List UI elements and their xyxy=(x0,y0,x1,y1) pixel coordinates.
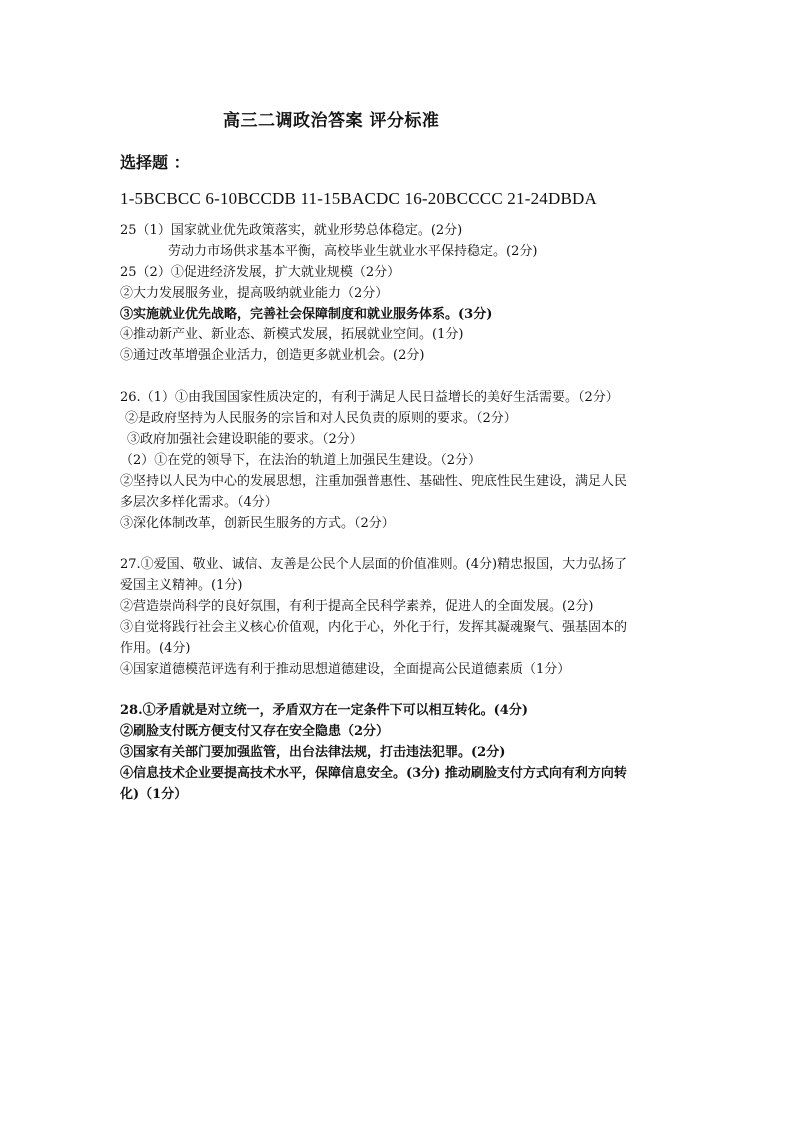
q25-line: 25（2）①促进经济发展，扩大就业规模（2分） xyxy=(120,265,401,280)
q27-line: 27.①爱国、敬业、诚信、友善是公民个人层面的价值准则。(4分)精忠报国，大力弘扬了 xyxy=(120,557,628,572)
q26-line: ③政府加强社会建设职能的要求。（2分） xyxy=(127,432,363,447)
q25-line: ⑤通过改革增强企业活力，创造更多就业机会。(2分) xyxy=(120,348,425,363)
q25-line: 劳动力市场供求基本平衡，高校毕业生就业水平保持稳定。(2分) xyxy=(168,244,538,259)
q25-line: ④推动新产业、新业态、新模式发展，拓展就业空间。(1分) xyxy=(120,327,464,342)
q28-line: ③国家有关部门要加强监管，出台法律法规，打击违法犯罪。(2分) xyxy=(120,745,506,760)
q28-line: 化)（1分） xyxy=(120,787,188,802)
q26-line: ②是政府坚持为人民服务的宗旨和对人民负责的原则的要求。（2分） xyxy=(125,411,517,426)
q28-line: 28.①矛盾就是对立统一，矛盾双方在一定条件下可以相互转化。(4分) xyxy=(120,703,528,718)
q26-line: 26.（1）①由我国国家性质决定的，有利于满足人民日益增长的美好生活需要。（2分） xyxy=(120,390,619,405)
choice-heading: 选择题 ： xyxy=(120,153,190,172)
q27-line: ④国家道德模范评选有利于推动思想道德建设，全面提高公民道德素质（1分） xyxy=(120,662,571,677)
q26-line: ②坚持以人民为中心的发展思想，注重加强普惠性、基础性、兜底性民生建设，满足人民 xyxy=(120,474,628,489)
document-title: 高三二调政治答案 评分标准 xyxy=(223,111,440,131)
q26-line: （2）①在党的领导下，在法治的轨道上加强民生建设。（2分） xyxy=(120,453,482,468)
q28-line: ②刷脸支付既方便支付又存在安全隐患（2分） xyxy=(120,724,390,739)
q27-line: ③自觉将践行社会主义核心价值观，内化于心，外化于行，发挥其凝魂聚气、强基固本的 xyxy=(120,620,628,635)
q27-line: 作用。(4分) xyxy=(120,641,191,656)
q25-line: 25（1）国家就业优先政策落实，就业形势总体稳定。(2分) xyxy=(120,223,463,238)
q26-line: ③深化体制改革，创新民生服务的方式。（2分） xyxy=(120,516,395,531)
q25-line: ②大力发展服务业，提高吸纳就业能力（2分） xyxy=(120,286,389,301)
q27-line: 爱国主义精神。(1分) xyxy=(120,578,243,593)
q26-line: 多层次多样化需求。（4分） xyxy=(120,495,278,510)
q27-line: ②营造崇尚科学的良好氛围，有利于提高全民科学素养，促进人的全面发展。(2分) xyxy=(120,599,594,614)
choice-answers: 1-5BCBCC 6-10BCCDB 11-15BACDC 16-20BCCCC 21-24DBDA xyxy=(120,189,597,208)
q25-line: ③实施就业优先战略，完善社会保障制度和就业服务体系。(3分) xyxy=(120,307,493,322)
q28-line: ④信息技术企业要提高技术水平，保障信息安全。(3分) 推动刷脸支付方式向有利方向转 xyxy=(120,766,627,781)
